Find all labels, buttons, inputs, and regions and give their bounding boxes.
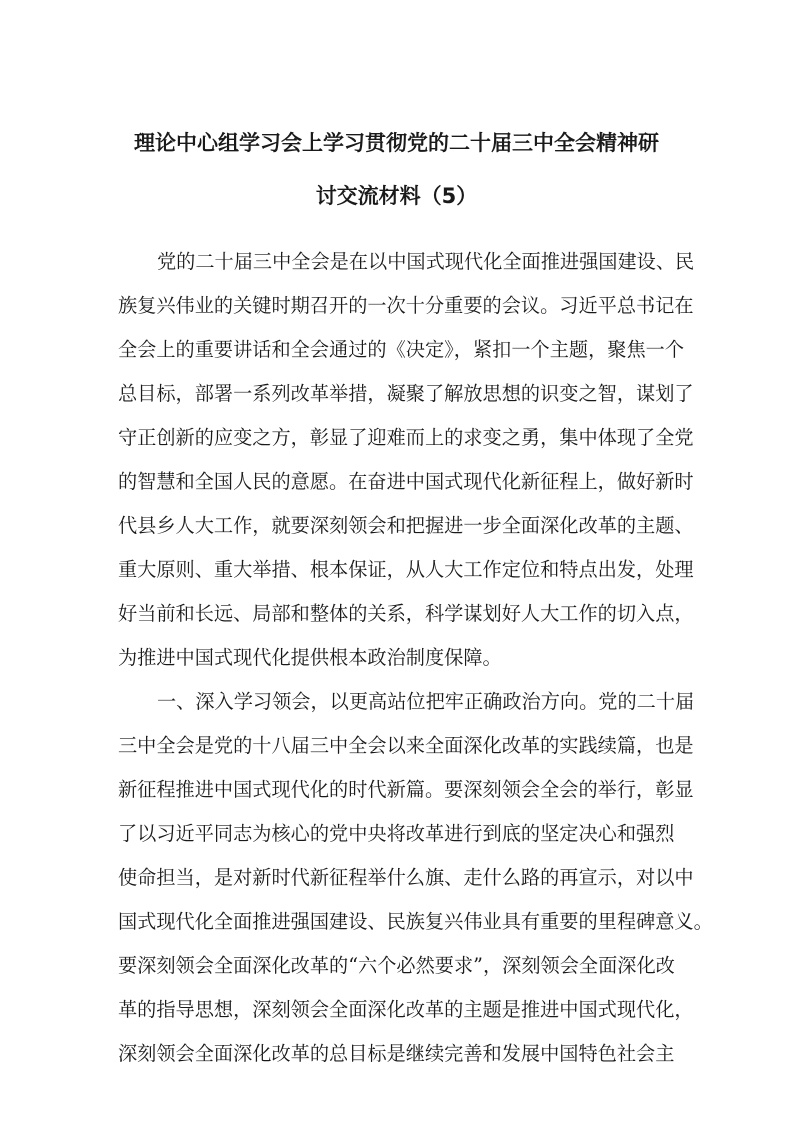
- paragraph-line: 三中全会是党的十八届三中全会以来全面深化改革的实践续篇，也是: [118, 734, 694, 757]
- paragraph-line: 国式现代化全面推进强国建设、民族复兴伟业具有重要的里程碑意义。: [118, 910, 713, 933]
- paragraph-line: 为推进中国式现代化提供根本政治制度保障。: [118, 646, 502, 669]
- paragraph-line: 总目标，部署一系列改革举措，凝聚了解放思想的识变之智，谋划了: [118, 382, 694, 405]
- paragraph-line: 的智慧和全国人民的意愿。在奋进中国式现代化新征程上，做好新时: [118, 470, 694, 493]
- document-title-line-2: 讨交流材料（5）: [315, 184, 478, 208]
- paragraph-line: 党的二十届三中全会是在以中国式现代化全面推进强国建设、民: [157, 250, 695, 273]
- paragraph-line: 重大原则、重大举措、根本保证，从人大工作定位和特点出发，处理: [118, 558, 694, 581]
- paragraph-line: 代县乡人大工作，就要深刻领会和把握进一步全面深化改革的主题、: [118, 514, 694, 537]
- paragraph-line: 守正创新的应变之方，彰显了迎难而上的求变之勇，集中体现了全党: [118, 426, 694, 449]
- paragraph-line: 要深刻领会全面深化改革的“六个必然要求”，深刻领会全面深化改: [118, 954, 675, 977]
- paragraph-line: 革的指导思想，深刻领会全面深化改革的主题是推进中国式现代化，: [118, 998, 694, 1021]
- paragraph-line: 一、深入学习领会，以更高站位把牢正确政治方向。党的二十届: [157, 690, 695, 713]
- paragraph-line: 族复兴伟业的关键时期召开的一次十分重要的会议。习近平总书记在: [118, 294, 694, 317]
- document-title-line-1: 理论中心组学习会上学习贯彻党的二十届三中全会精神研: [134, 131, 659, 155]
- paragraph-line: 新征程推进中国式现代化的时代新篇。要深刻领会全会的举行，彰显: [118, 778, 694, 801]
- paragraph-line: 了以习近平同志为核心的党中央将改革进行到底的坚定决心和强烈: [118, 822, 675, 845]
- paragraph-line: 深刻领会全面深化改革的总目标是继续完善和发展中国特色社会主: [118, 1042, 675, 1065]
- paragraph-line: 全会上的重要讲话和全会通过的《决定》，紧扣一个主题，聚焦一个: [118, 338, 685, 361]
- paragraph-line: 使命担当，是对新时代新征程举什么旗、走什么路的再宣示，对以中: [118, 866, 694, 889]
- paragraph-line: 好当前和长远、局部和整体的关系，科学谋划好人大工作的切入点，: [118, 602, 694, 625]
